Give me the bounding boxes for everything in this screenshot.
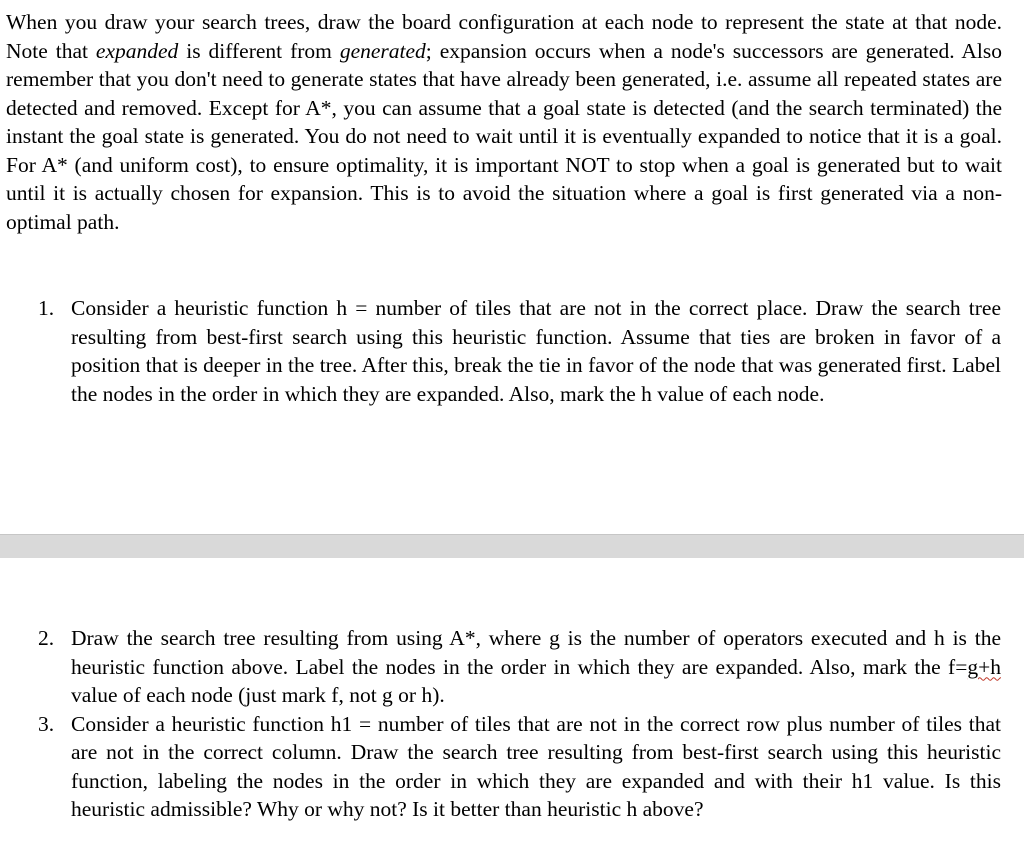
question-number: 1. [38, 296, 55, 320]
question-item [0, 710, 1024, 824]
question-text: Consider a heuristic function h1 = number of tiles that are not in the correct row plus number of tiles that are not in the correct column. Draw the search tree resulting from best-first search using this heuristic function, labeling the nodes in the order in which they are expanded and with their h1 value. Is this heuristic admissible? Why or why not? Is it better than heuristic h above? [71, 711, 1001, 821]
intro-emphasis-generated: generated [339, 38, 426, 63]
question-number: 2. [38, 626, 55, 650]
question-text [71, 624, 1001, 710]
spellcheck-underlined-text: g+h [967, 654, 1001, 679]
intro-text-3: ; expansion occurs when a node's successors are generated. Also remember that you don't need to generate states that have already been generated, i.e. assume all repeated states are detected and removed. Except for A*, you can assume that a goal state is detected (and the search terminated) the instant the goal state is generated. You do not need to wait until it is eventually expanded to notice that it is a goal. For A* (and uniform cost), to ensure optimality, it is important NOT to stop when a goal is generated but to wait until it is actually chosen for expansion. This is to avoid the situation where a goal is first generated via a non-optimal path. [6, 38, 1002, 234]
question-text: Consider a heuristic function h = number of tiles that are not in the correct place. Draw the search tree resulting from best-first search using this heuristic function. Assume that ties are broken in favor of a position that is deeper in the tree. After this, break the tie in favor of the node that was generated first. Label the nodes in the order in which they are expanded. Also, mark the h value of each node. [71, 296, 1001, 406]
intro-text-1: When you draw your search trees, draw the board configuration at each node to represent the state at that node. Note that [6, 10, 1002, 63]
question-text-part-a: Draw the search tree resulting from using A*, where g is the number of operators executed and h is the heuristic function above. Label the nodes in the order in which they are expanded. Also, mark the f= [71, 626, 1001, 679]
question-list-2 [0, 624, 1024, 824]
question-text-part-b: value of each node (just mark f, not g or h). [71, 683, 445, 707]
page-separator [0, 534, 1024, 560]
question-item [0, 294, 1024, 408]
intro-paragraph [6, 8, 1002, 236]
question-item [0, 624, 1024, 710]
intro-emphasis-expanded: expanded [95, 38, 179, 63]
question-number: 3. [38, 711, 55, 736]
intro-text-2: is different from [178, 38, 340, 63]
question-list-1 [0, 294, 1024, 408]
